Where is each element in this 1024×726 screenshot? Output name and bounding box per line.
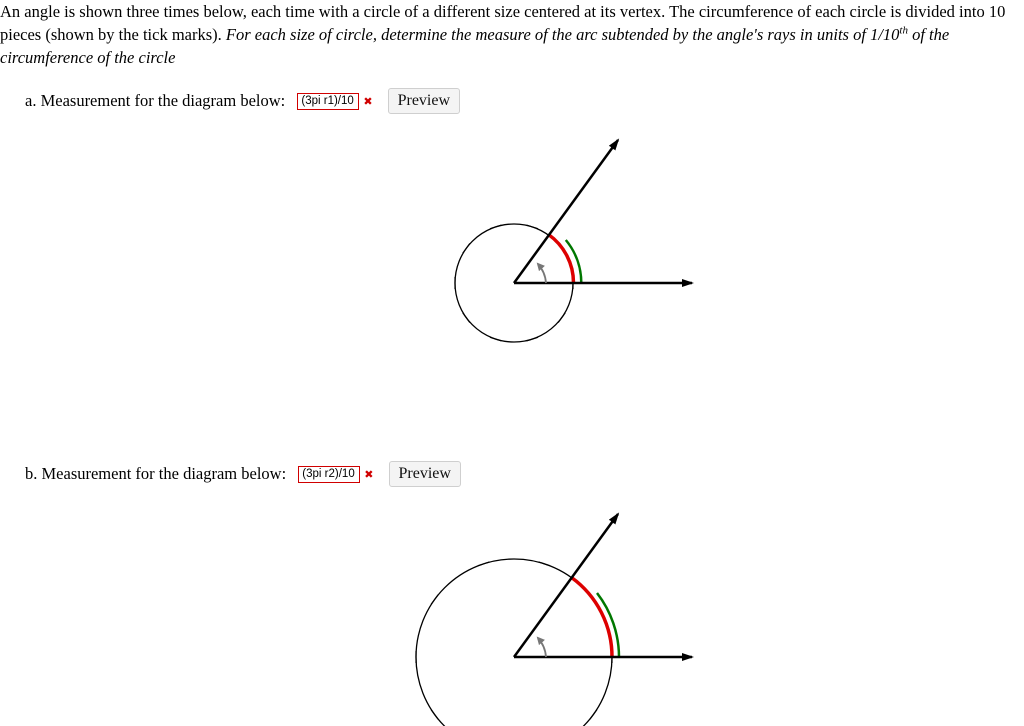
tick-mark	[590, 710, 597, 720]
tick-mark	[478, 562, 489, 566]
diagram-a	[440, 130, 710, 360]
tick-mark	[431, 595, 438, 605]
incorrect-icon: ✖	[363, 94, 373, 108]
diagram-b	[400, 505, 710, 726]
incorrect-icon: ✖	[364, 467, 374, 481]
preview-b-button[interactable]: Preview	[389, 461, 461, 487]
instructions-italic-end: of the circumference of the circle	[0, 25, 950, 67]
instructions-italic: For each size of circle, determine the measure of the arc subtended by the angle's rays in units of	[225, 25, 871, 44]
question-a	[25, 88, 460, 114]
ray-angled-b	[514, 514, 618, 657]
ray-angled-a	[514, 140, 618, 283]
fraction-superscript: th	[899, 24, 908, 37]
question-b	[25, 461, 461, 487]
tick-mark	[463, 313, 470, 323]
angle-indicator-b	[538, 638, 546, 657]
answer-b-input[interactable]	[298, 466, 360, 483]
tick-mark	[490, 337, 501, 341]
tick-mark	[463, 243, 470, 253]
instructions-text: An angle is shown three times below, each time with a circle of a different size centered at its vertex. The circumference of each circle is divided into 10 pieces (shown by the tick marks).	[0, 2, 1006, 44]
tick-mark	[539, 562, 550, 566]
fraction-text: 1/10	[870, 25, 900, 44]
answer-a-input[interactable]	[297, 93, 359, 110]
instructions	[0, 0, 1022, 69]
tick-mark	[558, 313, 565, 323]
tick-mark	[527, 225, 538, 229]
circle-b	[416, 559, 612, 726]
tick-mark	[527, 337, 538, 341]
preview-a-button[interactable]: Preview	[388, 88, 460, 114]
tick-mark	[431, 710, 438, 720]
question-a-label: a. Measurement for the diagram below:	[25, 91, 290, 110]
red-arc-b	[572, 578, 613, 658]
angle-indicator-a	[538, 264, 546, 283]
question-b-label: b. Measurement for the diagram below:	[25, 464, 291, 483]
tick-mark	[490, 225, 501, 229]
red-arc-a	[549, 235, 574, 284]
